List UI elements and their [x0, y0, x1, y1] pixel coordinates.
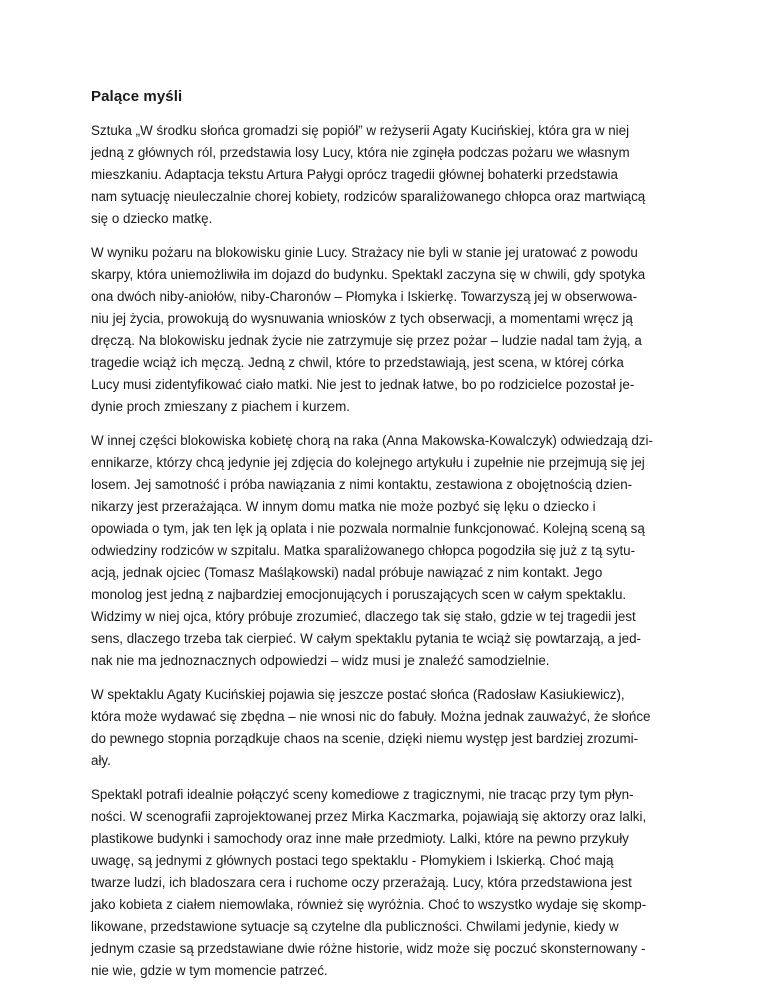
paragraph-line: ały. [91, 753, 111, 768]
paragraph-line: W innej części blokowiska kobietę chorą na raka (Anna Makowska-Kowalczyk) odwiedzają dzi- [91, 433, 653, 448]
document-page [91, 88, 691, 994]
paragraph-line: tragedie wciąż ich męczą. Jedną z chwil, które to przedstawiają, jest scena, w której córka [91, 355, 624, 370]
paragraph-line: skarpy, która uniemożliwiła im dojazd do budynku. Spektakl zaczyna się w chwili, gdy spotyka [91, 267, 646, 282]
paragraph-line: się o dziecko matkę. [91, 211, 213, 226]
paragraph-line: jako kobieta z ciałem niemowlaka, również się wyróżnia. Choć to wszystko wydaje się skomp- [91, 897, 647, 912]
paragraph-line: odwiedziny rodziców w szpitalu. Matka sparaliżowanego chłopca pogodziła się już z tą sytu- [91, 543, 636, 558]
paragraph-line: do pewnego stopnia porządkuje chaos na scenie, dzięki niemu występ jest bardziej zrozumi- [91, 731, 639, 746]
paragraph-line: nak nie ma jednoznacznych odpowiedzi – widz musi je znaleźć samodzielnie. [91, 653, 550, 668]
paragraph-line: Lucy musi zidentyfikować ciało matki. Nie jest to jednak łatwe, bo po rodzicielce pozostał je- [91, 377, 635, 392]
paragraph-line: monolog jest jedną z najbardziej emocjonujących i poruszających scen w całym spektaklu. [91, 587, 627, 602]
paragraph-line: nam sytuację nieuleczalnie chorej kobiety, rodziców sparaliżowanego chłopca oraz martwiącą [91, 189, 646, 204]
paragraph-line: nie wie, gdzie w tym momencie patrzeć. [91, 963, 328, 978]
paragraph-line: W spektaklu Agaty Kucińskiej pojawia się jeszcze postać słońca (Radosław Kasiukiewicz), [91, 687, 625, 702]
paragraph-line: która może wydawać się zbędna – nie wnosi nic do fabuły. Można jednak zauważyć, że słońce [91, 709, 651, 724]
paragraph-line: ona dwóch niby-aniołów, niby-Charonów – Płomyka i Iskierkę. Towarzyszą jej w obserwowa- [91, 289, 638, 304]
paragraph-line: jedną z głównych ról, przedstawia losy Lucy, która nie zginęła podczas pożaru we własnym [91, 145, 630, 160]
paragraph-line: dręczą. Na blokowisku jednak życie nie zatrzymuje się przez pożar – ludzie nadal tam żyją, a [91, 333, 642, 348]
paragraph-line: uwagę, są jednymi z głównych postaci tego spektaklu - Płomykiem i Iskierką. Choć mają [91, 853, 614, 868]
paragraph-line: W wyniku pożaru na blokowisku ginie Lucy. Strażacy nie byli w stanie jej uratować z powodu [91, 245, 638, 260]
document-title: Palące myśli [91, 88, 183, 105]
paragraph-line: losem. Jej samotność i próba nawiązania z nimi kontaktu, zestawiona z obojętnością dzien- [91, 477, 633, 492]
paragraph-2 [91, 242, 691, 418]
paragraph-line: opowiada o tym, jak ten lęk ją oplata i nie pozwala normalnie funkcjonować. Kolejną sceną są [91, 521, 645, 536]
paragraph-line: ności. W scenografii zaprojektowanej przez Mirka Kaczmarka, pojawiają się aktorzy oraz lalki, [91, 809, 647, 824]
paragraph-line: plastikowe budynki i samochody oraz inne małe przedmioty. Lalki, które na pewno przykuły [91, 831, 629, 846]
paragraph-line: dynie proch zmieszany z piachem i kurzem. [91, 399, 350, 414]
paragraph-line: likowane, przedstawione sytuacje są czytelne dla publiczności. Chwilami jedynie, kiedy w [91, 919, 619, 934]
paragraph-line: acją, jednak ojciec (Tomasz Maśląkowski) nadal próbuje nawiązać z nim kontakt. Jego [91, 565, 603, 580]
paragraph-line: Sztuka „W środku słońca gromadzi się popiół” w reżyserii Agaty Kucińskiej, która gra w niej [91, 123, 630, 138]
paragraph-line: jednym czasie są przedstawiane dwie różne historie, widz może się poczuć skonsternowany - [91, 941, 646, 956]
paragraph-line: niu jej życia, prowokują do wysnuwania wniosków z tych obserwacji, a momentami wręcz ją [91, 311, 633, 326]
paragraph-5 [91, 784, 691, 982]
paragraph-line: nikarzy jest przerażająca. W innym domu matka nie może pozbyć się lęku o dziecko i [91, 499, 596, 514]
paragraph-line: ennikarze, którzy chcą jedynie jej zdjęcia do kolejnego artykułu i zupełnie nie przejmują się jej [91, 455, 645, 470]
paragraph-line: Widzimy w niej ojca, który próbuje zrozumieć, dlaczego tak się stało, gdzie w tej tragedii jest [91, 609, 636, 624]
paragraph-line: mieszkaniu. Adaptacja tekstu Artura Pałygi oprócz tragedii głównej bohaterki przedstawia [91, 167, 618, 182]
paragraph-4 [91, 684, 691, 772]
paragraph-3 [91, 430, 691, 672]
paragraph-line: Spektakl potrafi idealnie połączyć sceny komediowe z tragicznymi, nie tracąc przy tym płyn- [91, 787, 634, 802]
paragraph-1 [91, 120, 691, 230]
paragraph-line: twarze ludzi, ich bladoszara cera i ruchome oczy przerażają. Lucy, która przedstawiona jest [91, 875, 632, 890]
paragraph-line: sens, dlaczego trzeba tak cierpieć. W całym spektaklu pytania te wciąż się powtarzają, a jed- [91, 631, 642, 646]
